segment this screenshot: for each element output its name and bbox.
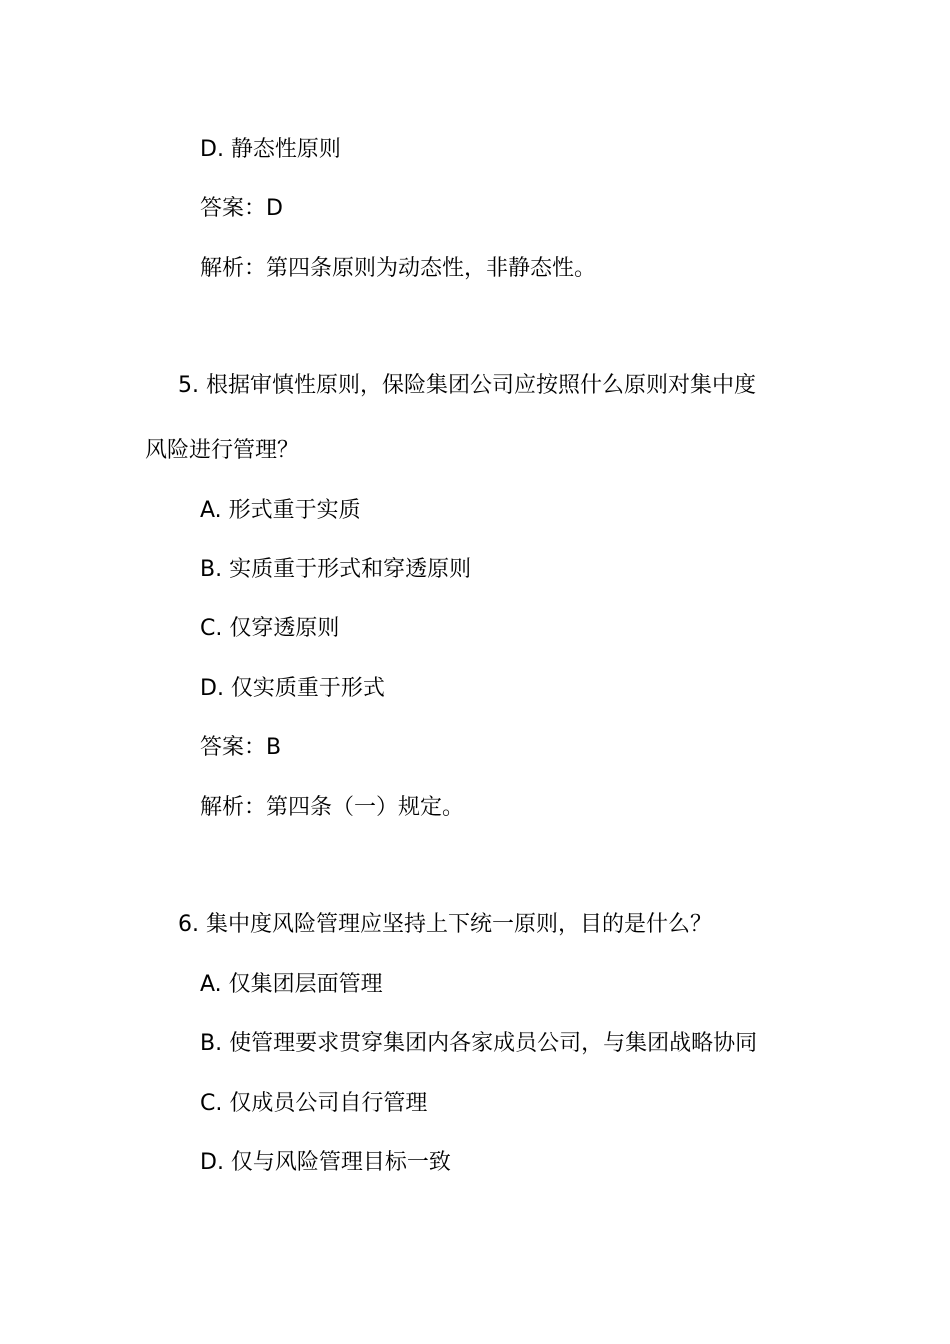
prev-answer: 答案：D (200, 196, 283, 221)
q5-stem-line2: 风险进行管理？ (145, 438, 300, 463)
q5-answer: 答案：B (200, 735, 282, 760)
q6-option-a: A. 仅集团层面管理 (200, 972, 383, 997)
q5-option-b: B. 实质重于形式和穿透原则 (200, 557, 472, 582)
q5-option-d: D. 仅实质重于形式 (200, 676, 385, 701)
q6-option-c: C. 仅成员公司自行管理 (200, 1091, 428, 1116)
q5-option-a: A. 形式重于实质 (200, 498, 361, 523)
q5-explanation: 解析：第四条（一）规定。 (200, 795, 465, 820)
prev-explanation: 解析：第四条原则为动态性，非静态性。 (200, 256, 597, 281)
q6-option-b: B. 使管理要求贯穿集团内各家成员公司，与集团战略协同 (200, 1031, 758, 1056)
prev-option-d: D. 静态性原则 (200, 137, 341, 162)
q6-stem: 6. 集中度风险管理应坚持上下统一原则，目的是什么？ (178, 912, 712, 937)
q5-stem-line1: 5. 根据审慎性原则，保险集团公司应按照什么原则对集中度 (178, 373, 756, 398)
q6-option-d: D. 仅与风险管理目标一致 (200, 1150, 451, 1175)
q5-option-c: C. 仅穿透原则 (200, 616, 340, 641)
